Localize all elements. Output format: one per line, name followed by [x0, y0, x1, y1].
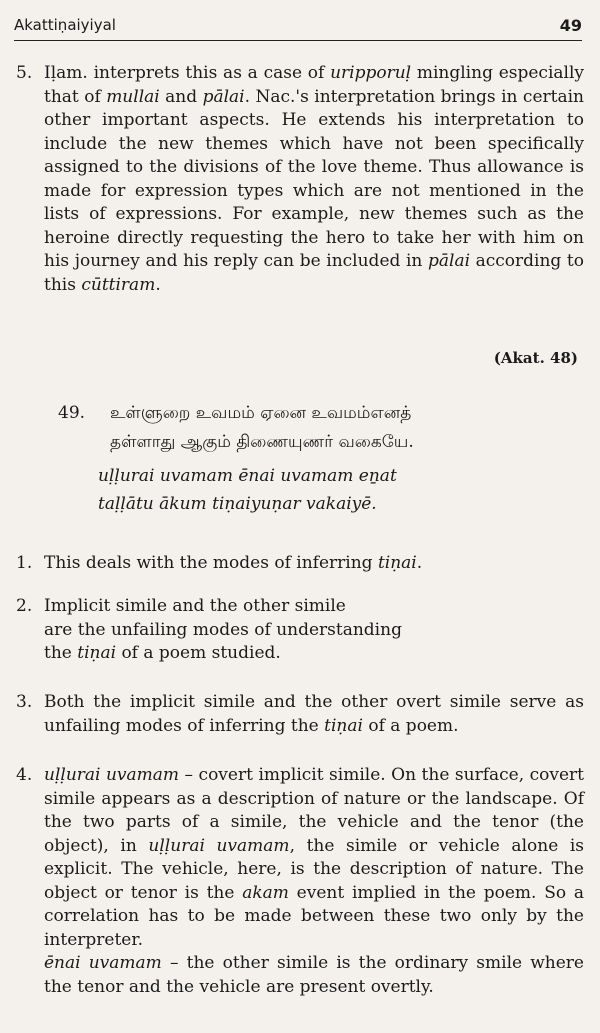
item-4-text: uḷḷurai uvamam – covert implicit simile. On the surface, covert simile appears as a description of nature or the landscape. Of the two parts of a simile, the vehicle and the tenor (the object), in uḷḷurai uvamam, the simile or vehicle alone is explicit. The vehicle, here, is the description of nature. The object or tenor is the akam event implied in the poem. So a correlation has to be made between these two only by the interpreter. ēnai uvamam – the other simile is the ordinary smile where the tenor and the vehicle are present overtly.	[44, 765, 585, 997]
reference-label: (Akat. 48)	[493, 349, 578, 367]
item-3-text: Both the implicit simile and the other overt simile serve as unfailing modes of inferring the tiṇai of a poem.	[44, 692, 584, 736]
transliteration	[98, 462, 397, 518]
sutra-verse	[58, 399, 414, 457]
item-4	[16, 764, 584, 999]
note-number: 5.	[16, 63, 33, 83]
item-1-text: This deals with the modes of inferring tiṇai.	[44, 553, 423, 573]
item-number: 4.	[16, 765, 33, 785]
page-number: 49	[559, 16, 582, 35]
item-number: 1.	[16, 553, 33, 573]
sutra-number: 49.	[58, 403, 86, 423]
item-1	[16, 552, 584, 576]
note-5-text: Iḷam. interprets this as a case of uripporuḷ mingling especially that of mullai and pālai. Nac.'s interpretation brings in certain other important aspects. He extends his interpretation to include the new themes which have not been specifically assigned to the divisions of the love theme. Thus allowance is made for expression types which are not mentioned in the lists of expressions. For example, new themes such as the heroine directly requesting the hero to take her with him on his journey and his reply can be included in pālai according to this cūttiram.	[44, 63, 585, 295]
item-2	[16, 595, 584, 666]
translit-line-1: uḷḷurai uvamam ēnai uvamam eṉat	[98, 466, 397, 486]
item-number: 3.	[16, 692, 33, 712]
item-number: 2.	[16, 596, 33, 616]
tamil-line-2: தள்ளாது ஆகும் திணையுணர் வகையே.	[110, 432, 414, 452]
item-2-text: Implicit simile and the other simile are the unfailing modes of understanding the tiṇai of a poem studied.	[44, 596, 402, 663]
translit-line-2: taḷḷātu ākum tiṇaiyuṇar vakaiyē.	[98, 494, 377, 514]
running-title: Akattiṇaiyiyal	[14, 16, 116, 34]
item-3	[16, 691, 584, 738]
tamil-line-1: உள்ளுறை உவமம் ஏனை உவமம்எனத்	[110, 403, 412, 423]
note-5	[16, 62, 584, 297]
page-header	[14, 16, 582, 41]
